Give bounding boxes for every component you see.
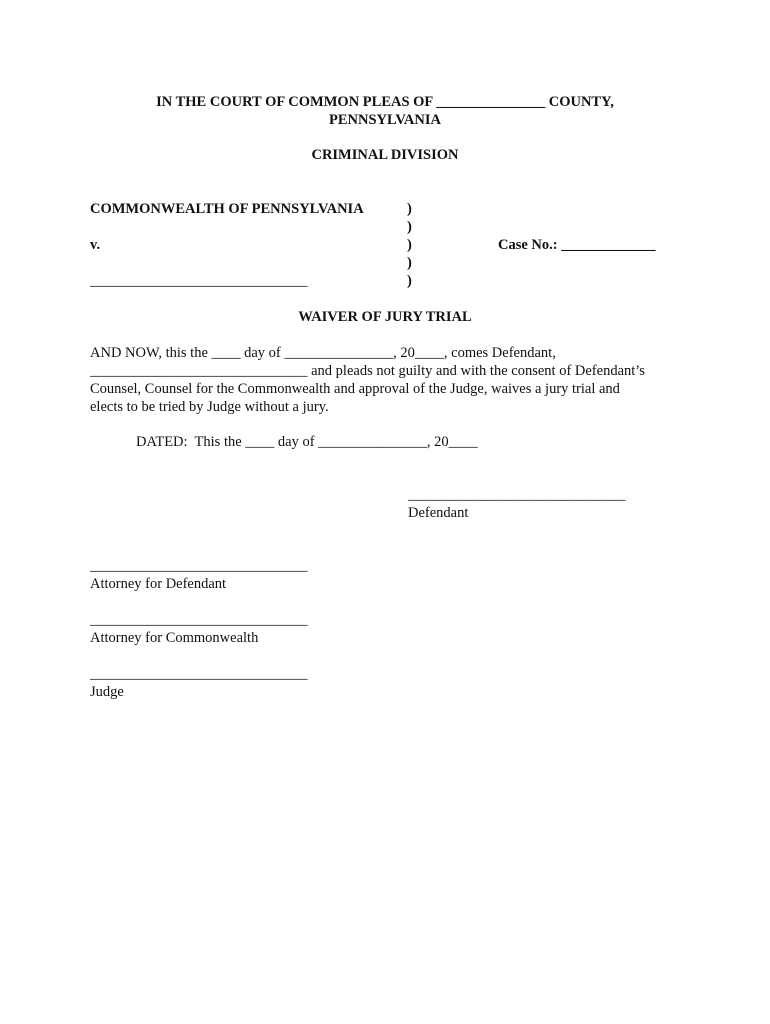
caption-paren: ) bbox=[407, 201, 412, 217]
judge-signature-label: Judge bbox=[90, 684, 124, 700]
court-header-line-2: PENNSYLVANIA bbox=[328, 112, 441, 128]
court-header-line-1: IN THE COURT OF COMMON PLEAS OF _______________ COUNTY, bbox=[156, 94, 614, 110]
body-paragraph bbox=[90, 344, 690, 416]
case-number-field: Case No.: _____________ bbox=[498, 237, 656, 253]
body-line: Counsel, Counsel for the Commonwealth and approval of the Judge, waives a jury trial and bbox=[90, 381, 620, 397]
defendant-signature-line: ______________________________ bbox=[408, 487, 626, 503]
body-line: ______________________________ and pleads not guilty and with the consent of Defendant’s bbox=[90, 363, 645, 379]
attorney-defendant-signature-label: Attorney for Defendant bbox=[90, 576, 227, 592]
defendant-signature-label: Defendant bbox=[408, 505, 469, 521]
versus-label: v. bbox=[90, 237, 101, 253]
attorney-commonwealth-signature-line: ______________________________ bbox=[90, 612, 308, 628]
caption-paren: ) bbox=[407, 255, 412, 271]
attorney-defendant-signature-line: ______________________________ bbox=[90, 558, 308, 574]
caption-paren: ) bbox=[407, 237, 412, 253]
caption-paren: ) bbox=[407, 219, 412, 235]
body-line: AND NOW, this the ____ day of _______________, 20____, comes Defendant, bbox=[90, 345, 556, 361]
document-title: WAIVER OF JURY TRIAL bbox=[298, 309, 472, 325]
plaintiff-name: COMMONWEALTH OF PENNSYLVANIA bbox=[90, 201, 364, 217]
judge-signature-line: ______________________________ bbox=[90, 666, 308, 682]
dated-line: DATED: This the ____ day of _______________, 20____ bbox=[136, 434, 478, 450]
caption-paren: ) bbox=[407, 273, 412, 289]
attorney-commonwealth-signature-label: Attorney for Commonwealth bbox=[90, 630, 259, 646]
division-heading: CRIMINAL DIVISION bbox=[311, 147, 459, 163]
defendant-name-blank: ______________________________ bbox=[90, 273, 308, 289]
body-line: elects to be tried by Judge without a jury. bbox=[90, 399, 329, 415]
